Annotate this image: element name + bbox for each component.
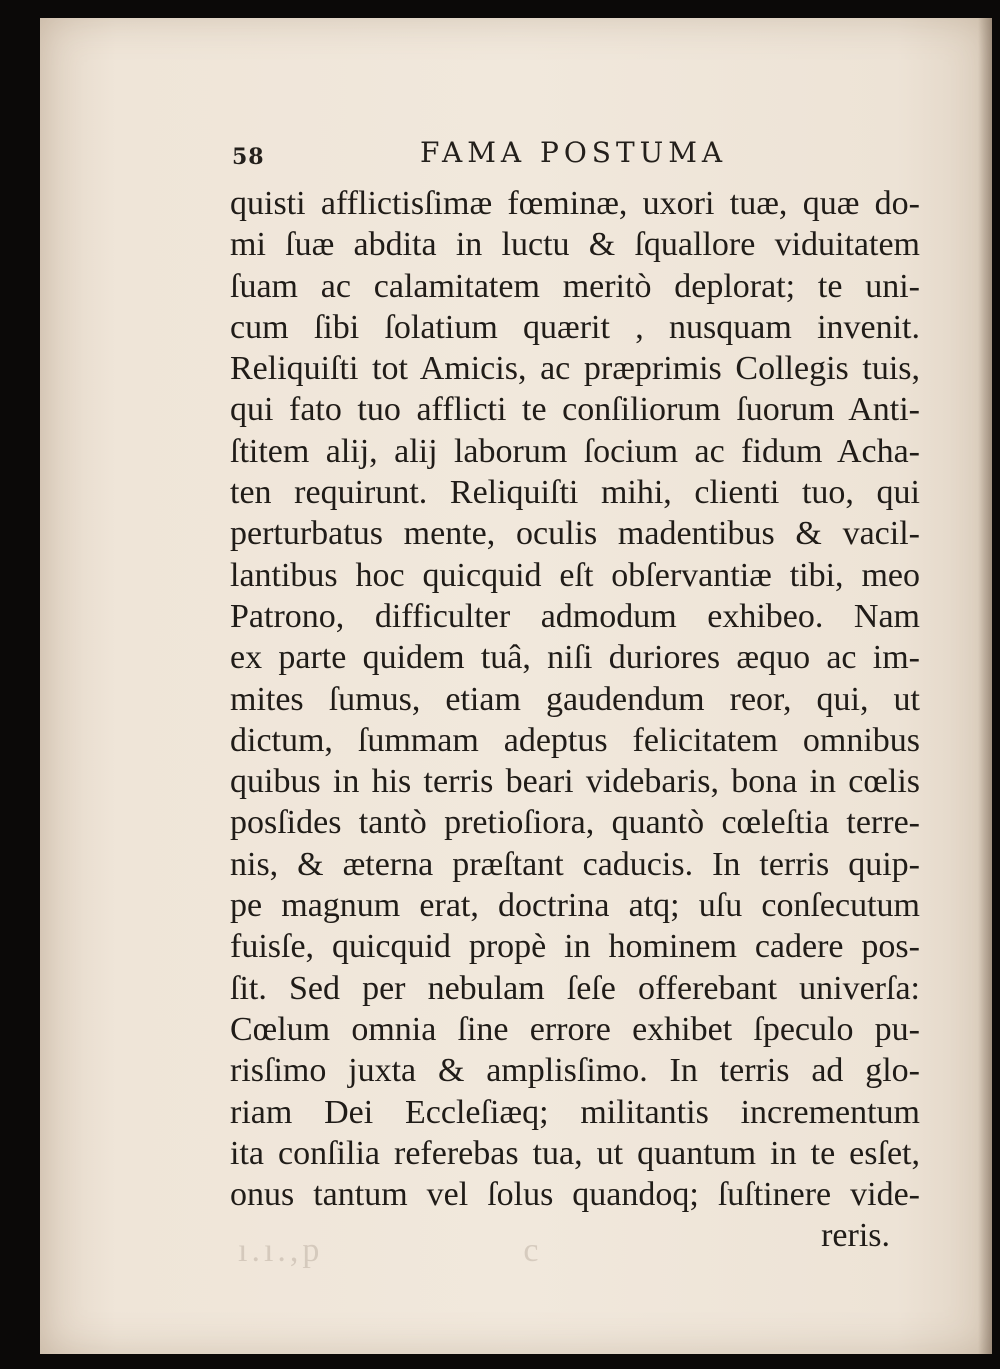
text-line: mi ſuæ abdita in luctu & ſquallore viduitatem [230, 226, 920, 264]
show-through-text: ı.ı.,p c [238, 1232, 543, 1269]
text-line: Reliquiſti tot Amicis, ac præprimis Collegis tuis, [230, 350, 920, 388]
text-line: onus tantum vel ſolus quandoq; ſuſtinere vide- [230, 1176, 920, 1214]
page-header [232, 136, 732, 178]
page-edge-shadow [978, 18, 992, 1354]
text-line: pe magnum erat, doctrina atq; uſu conſecutum [230, 887, 920, 925]
text-line: mites ſumus, etiam gaudendum reor, qui, ut [230, 680, 920, 718]
body-text [230, 183, 920, 1257]
text-line: nis, & æterna præſtant caducis. In terris quip- [230, 845, 920, 883]
running-head: FAMA POSTUMA [420, 136, 728, 169]
text-line: quisti afflictisſimæ fœminæ, uxori tuæ, quæ do- [230, 185, 920, 222]
text-line: ita conſilia referebas tua, ut quantum in te esſet, [230, 1134, 920, 1172]
text-line: ſuam ac calamitatem meritò deplorat; te uni- [230, 267, 920, 305]
text-line: risſimo juxta & amplisſimo. In terris ad glo- [230, 1052, 920, 1090]
text-line: quibus in his terris beari videbaris, bona in cœlis [230, 763, 920, 801]
text-line: Cœlum omnia ſine errore exhibet ſpeculo pu- [230, 1010, 920, 1048]
catchword: reris. [821, 1217, 890, 1255]
text-line: perturbatus mente, oculis madentibus & vacil- [230, 515, 920, 553]
text-line: ſtitem alij, alij laborum ſocium ac fidum Acha- [230, 432, 920, 470]
text-line: lantibus hoc quicquid eſt obſervantiæ tibi, meo [230, 556, 920, 594]
text-line: qui fato tuo afflicti te conſiliorum ſuorum Anti- [230, 391, 920, 429]
text-line: cum ſibi ſolatium quærit , nusquam invenit. [230, 308, 920, 346]
text-line: ſit. Sed per nebulam ſeſe offerebant univerſa: [230, 969, 920, 1007]
text-line: dictum, ſummam adeptus felicitatem omnibus [230, 721, 920, 759]
text-line: posſides tantò pretioſiora, quantò cœleſtia terre- [230, 804, 920, 842]
text-line: fuisſe, quicquid propè in hominem cadere pos- [230, 928, 920, 966]
page-number: 58 [232, 144, 265, 170]
text-line: ex parte quidem tuâ, niſi duriores æquo ac im- [230, 639, 920, 677]
text-line: riam Dei Eccleſiæq; militantis incrementum [230, 1093, 920, 1131]
text-line: ten requirunt. Reliquiſti mihi, clienti tuo, qui [230, 474, 920, 512]
text-line: Patrono, difficulter admodum exhibeo. Nam [230, 597, 920, 635]
